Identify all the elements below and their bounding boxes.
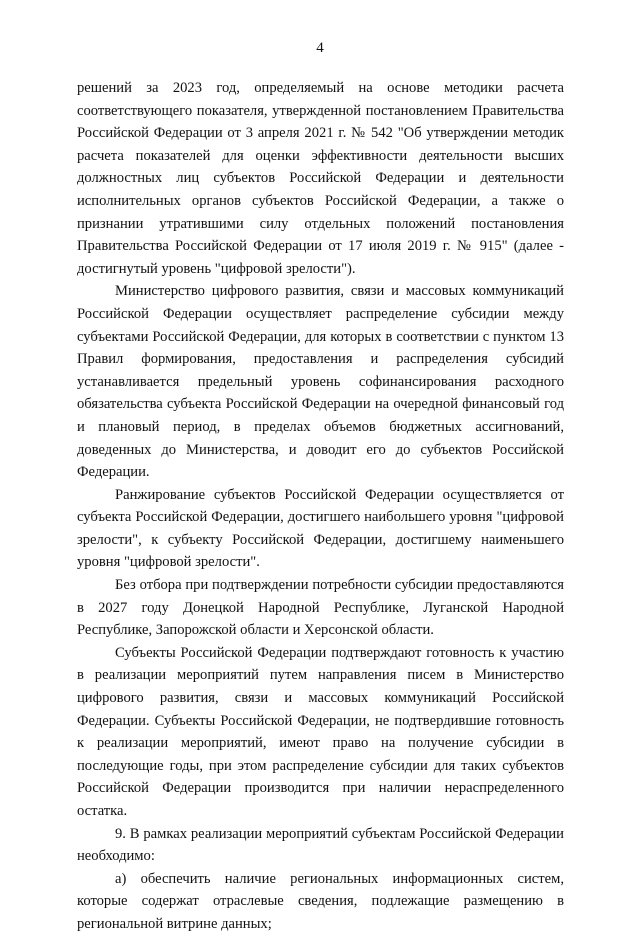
paragraph-ranking: Ранжирование субъектов Российской Федерации осуществляется от субъекта Российской Федерации, достигшего наибольшего уровня "цифровой зрелости", к субъекту Российской Федерации, достигшему наименьшего уровня "цифровой зрелости". xyxy=(77,486,564,571)
paragraph-ministry-distribution: Министерство цифрового развития, связи и массовых коммуникаций Российской Федерации осуществляет распределение субсидии между субъектами Российской Федерации, для которых в соответствии с пунктом 13 Правил формирования, предоставления и распределения субсидий устанавливается предельный уровень софинансирования расходного обязательства субъекта Российской Федерации на очередной финансовый год и плановый период, в пределах объемов бюджетных ассигнований, доведенных до Министерства, и доводит его до субъектов Российской Федерации. xyxy=(77,283,564,481)
paragraph-item-9a: а) обеспечить наличие региональных информационных систем, которые содержат отраслевые сведения, подлежащие размещению в региональной витрине данных; xyxy=(77,870,564,932)
page-number: 4 xyxy=(316,40,324,56)
paragraph-item-9: 9. В рамках реализации мероприятий субъектам Российской Федерации необходимо: xyxy=(77,825,564,865)
paragraph-continuation: решений за 2023 год, определяемый на основе методики расчета соответствующего показателя, утвержденной постановлением Правительства Российской Федерации от 3 апреля 2021 г. № 542 "Об утверждении методик расчета показателей для оценки эффективности деятельности высших должностных лиц субъектов Российской Федерации и деятельности исполнительных органов субъектов Российской Федерации, а также о признании утратившими силу отдельных положений постановления Правительства Российской Федерации от 17 июля 2019 г. № 915" (далее - достигнутый уровень "цифровой зрелости"). xyxy=(77,80,564,277)
paragraph-readiness-confirmation: Субъекты Российской Федерации подтверждают готовность к участию в реализации мероприятий путем направления писем в Министерство цифрового развития, связи и массовых коммуникаций Российской Федерации. Субъекты Российской Федерации, не подтвердившие готовность к реализации мероприятий, имеют право на получение субсидии в последующие годы, при этом распределение субсидии для таких субъектов Российской Федерации производится при наличии нераспределенного остатка. xyxy=(77,644,564,819)
document-body xyxy=(77,77,564,936)
paragraph-without-selection: Без отбора при подтверждении потребности субсидии предоставляются в 2027 году Донецкой Народной Республике, Луганской Народной Республике, Запорожской области и Херсонской области. xyxy=(77,577,564,639)
